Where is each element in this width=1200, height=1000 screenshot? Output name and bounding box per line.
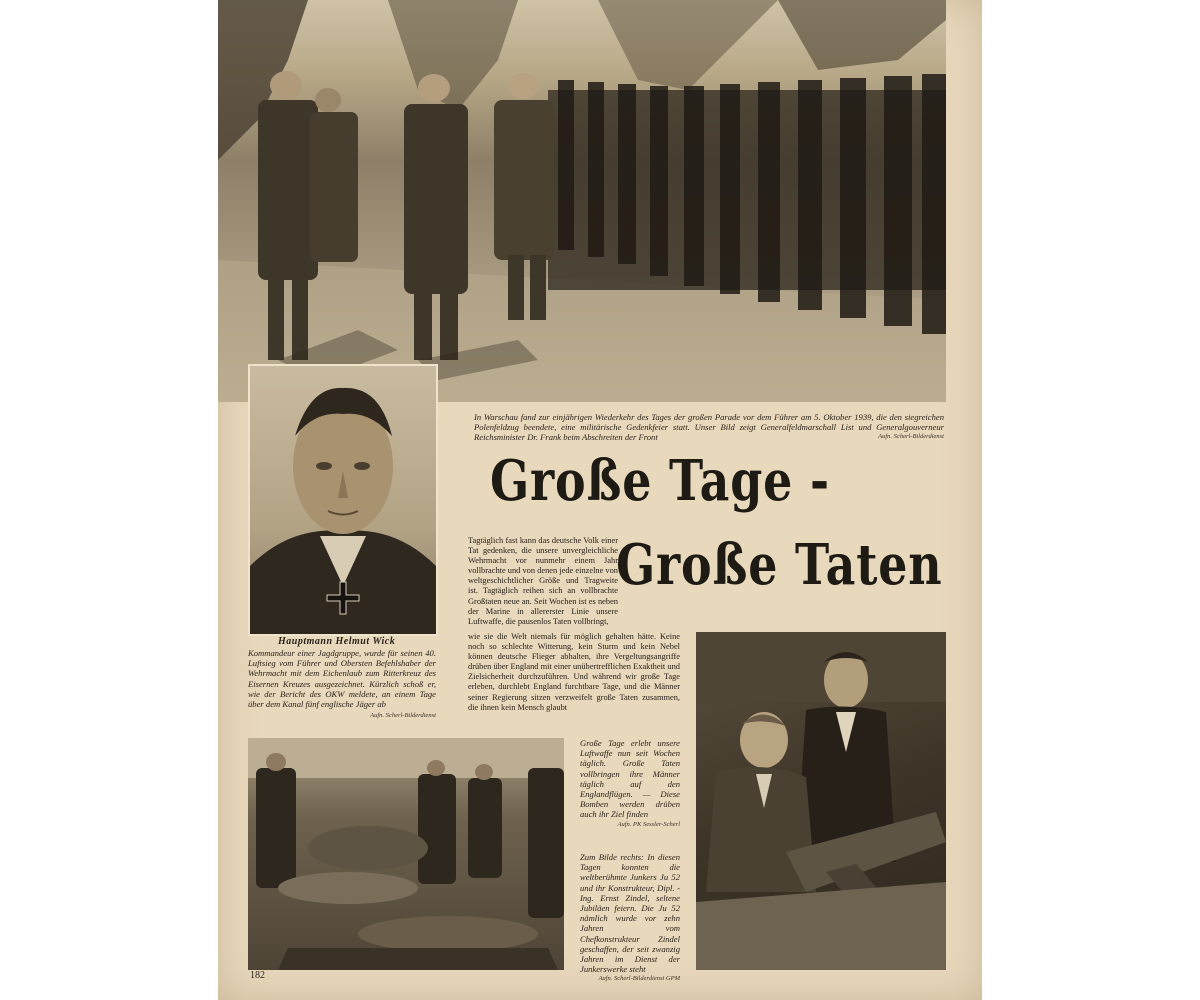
portrait-caption-text: Kommandeur einer Jagdgruppe, wurde für seinen 40. Luftsieg vom Führer und Obersten Befehlshaber der Wehrmacht mit dem Eichenlaub zum Ritterkreuz des Eisernen Kreuzes ausgezeichnet. Kürzlich schoß er, wie der Bericht des OKW meldete, an einem Tage über dem Kanal fünf englische Jäger ab (248, 648, 436, 710)
junkers-photo (696, 632, 946, 970)
parade-caption (474, 412, 944, 443)
parade-caption-text: In Warschau fand zur einjährigen Wiederkehr des Tages der großen Parade vor dem Führer am 5. Oktober 1939, die den siegreichen Polenfeldzug beendete, eine militärische Gedenkfeier statt. Unser Bild zeigt Generalfeldmarschall List und Generalgouverneur Reichsminister Dr. Frank beim Abschreiten der Front (474, 412, 944, 443)
headline-line-2: Große Taten (616, 532, 943, 598)
parade-photo (218, 0, 946, 402)
bombs-photo (248, 738, 564, 970)
portrait-photo (248, 364, 438, 636)
article-body-continued (468, 632, 680, 726)
magazine-page (218, 0, 982, 1000)
parade-credit: Aufn. Scherl-Bilderdienst (878, 433, 944, 441)
portrait-caption (248, 648, 436, 721)
article-body: Tagtäglich fast kann das deutsche Volk einer Tat gedenken, die unsere unvergleichliche Wehrmacht vor nunmehr einem Jahr vollbrachte und von denen jede einzelne von weltgeschichtlicher Größe und Tragweite ist. Tagtäglich reihen sich an vollbrachte Großtaten neue an. Seit Wochen ist es neben der Marine in allererster Linie unsere Luftwaffe, die pausenlos Taten vollbringt, (468, 536, 618, 626)
junkers-credit: Aufn. Scherl-Bilderdienst GPM (598, 975, 680, 983)
portrait-name: Hauptmann Helmut Wick (278, 636, 396, 647)
bombs-caption (580, 738, 680, 830)
bombs-credit: Aufn. PK Sessler-Scherl (617, 820, 680, 828)
page-number: 182 (250, 970, 265, 981)
headline-line-1: Große Tage - (490, 448, 830, 514)
junkers-caption-text: Zum Bilde rechts: In diesen Tagen konnten die weltberühmte Junkers Ju 52 und ihr Konstrukteur, Dipl. - Ing. Ernst Zindel, seltene Jubiläen feiern. Die Ju 52 nämlich wurde vor zehn Jahren vom Chefkonstrukteur Zindel geschaffen, der seit zwanzig Jahren im Dienst der Junkerswerke steht (580, 852, 680, 975)
junkers-caption (580, 852, 680, 985)
article-body-rest: wie sie die Welt niemals für möglich gehalten hätte. Keine noch so schlechte Witterung, kein Sturm und kein Nebel können deutsche Flieger abhalten, ihre Vergeltungsangriffe drüben über England mit einer unübertrefflichen Exaktheit und Zielsicherheit durchzuführen. Und während wir große Tage erleben, durchlebt England furchtbare Tage, und die Männer seiner Regierung sitzen verzweifelt große Taten zusammen, die ihnen kein Mensch glaubt (468, 632, 680, 712)
portrait-credit: Aufn. Scherl-Bilderdienst (370, 712, 436, 720)
bombs-caption-text: Große Tage erlebt unsere Luftwaffe nun seit Wochen täglich. Große Taten vollbringen ihre Männer täglich auf den Englandflügen. — Diese Bomben werden drüben auch ihr Ziel finden (580, 738, 680, 820)
